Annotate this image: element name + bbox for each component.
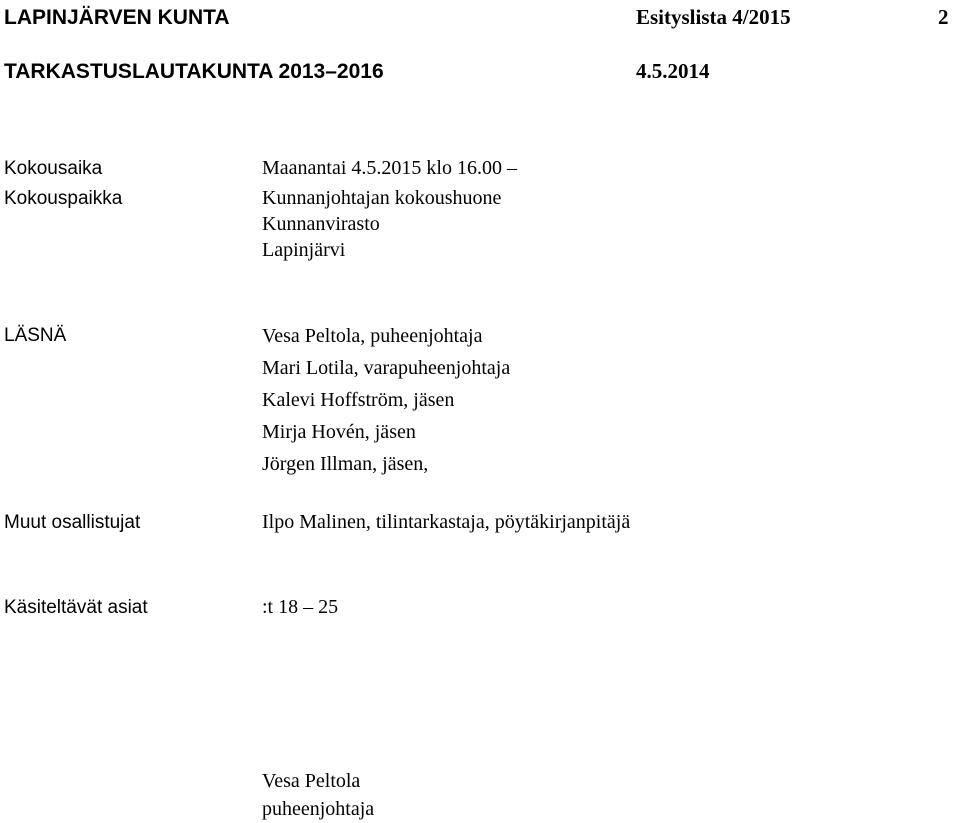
agenda-value: :t 18 – 25 [262,596,339,618]
page-number: 2 [938,5,949,29]
signature-name: Vesa Peltola [262,770,361,792]
present-label: LÄSNÄ [4,325,67,346]
present-member: Mirja Hovén, jäsen [262,421,416,443]
meeting-place-line: Lapinjärvi [262,239,346,261]
meeting-time-value: Maanantai 4.5.2015 klo 16.00 – [262,157,517,179]
meeting-place-line: Kunnanjohtajan kokoushuone [262,187,502,209]
other-participants-value: Ilpo Malinen, tilintarkastaja, pöytäkirjanpitäjä [262,511,631,533]
present-member: Kalevi Hoffström, jäsen [262,389,455,411]
meeting-place-line: Kunnanvirasto [262,213,380,235]
document-title: Esityslista 4/2015 [636,5,791,29]
meeting-place-label: Kokouspaikka [4,188,123,209]
present-member: Jörgen Illman, jäsen, [262,453,429,475]
present-member: Vesa Peltola, puheenjohtaja [262,325,483,347]
meeting-time-label: Kokousaika [4,158,103,179]
present-member: Mari Lotila, varapuheenjohtaja [262,357,511,379]
signature-role: puheenjohtaja [262,798,375,820]
organization-name: LAPINJÄRVEN KUNTA [4,6,230,29]
agenda-label: Käsiteltävät asiat [4,597,148,618]
board-name: TARKASTUSLAUTAKUNTA 2013–2016 [4,60,384,83]
other-participants-label: Muut osallistujat [4,512,141,533]
document-date: 4.5.2014 [636,59,710,83]
